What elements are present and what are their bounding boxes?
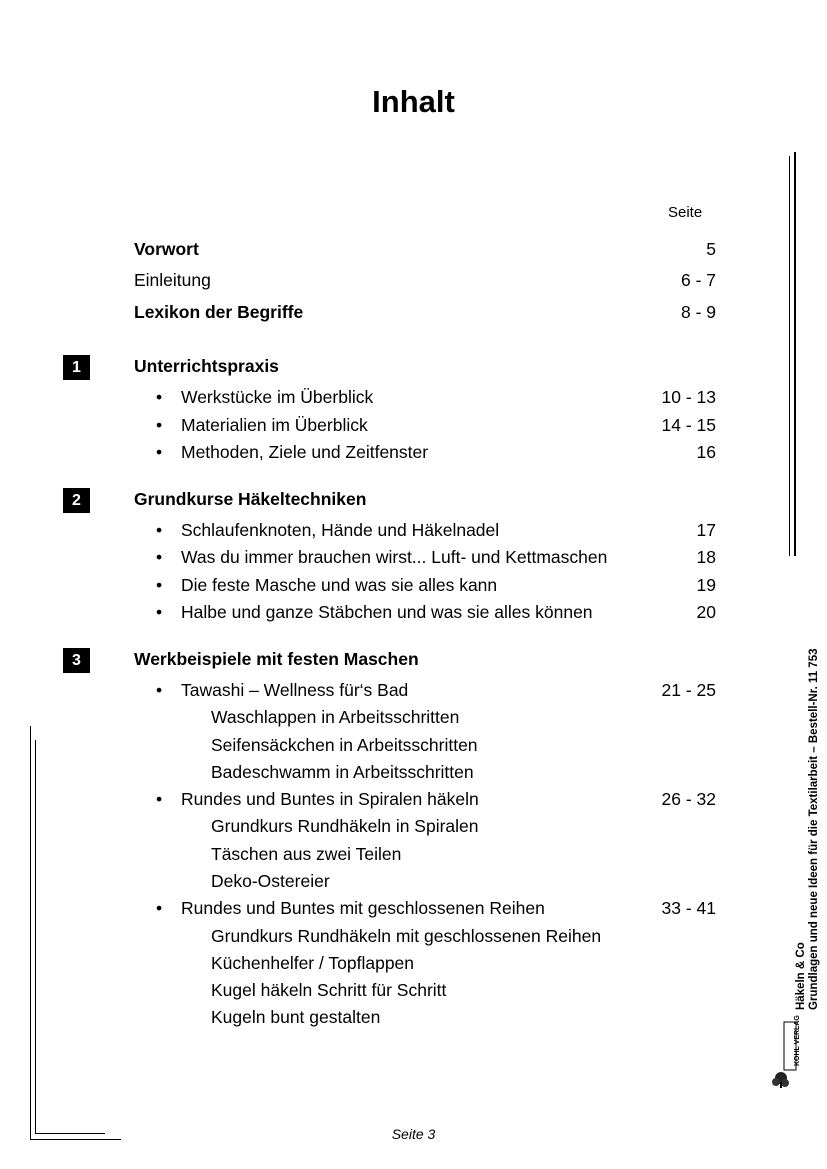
left-frame-rule [30, 726, 31, 1140]
toc-entry-page: 6 - 7 [680, 270, 716, 290]
book-subtitle-order-number: Grundlagen und neue Ideen für die Textilarbeit – Bestell-Nr. 11 753 [808, 648, 820, 1010]
toc-entry-einleitung[interactable] [134, 268, 716, 292]
toc-item-label: Methoden, Ziele und Zeitfenster [181, 442, 429, 462]
toc-entry-page: 8 - 9 [680, 302, 716, 322]
toc-entry-label: Einleitung [134, 270, 211, 290]
page-title: Inhalt [372, 84, 455, 119]
toc-entry-label: Lexikon der Begriffe [134, 302, 304, 322]
toc-item[interactable] [156, 440, 716, 464]
toc-item[interactable] [156, 787, 716, 811]
bullet-icon: • [156, 602, 163, 622]
bullet-icon: • [156, 387, 163, 407]
book-title: Häkeln & Co [795, 942, 807, 1010]
toc-item-page: 33 - 41 [661, 898, 716, 918]
toc-item-label: Tawashi – Wellness für‘s Bad [181, 680, 409, 700]
toc-item[interactable] [156, 896, 716, 920]
bullet-icon: • [156, 898, 163, 918]
bullet-icon: • [156, 575, 163, 595]
section-heading: Unterrichtspraxis [134, 356, 279, 376]
toc-item[interactable] [156, 573, 716, 597]
toc-entry-label: Vorwort [134, 239, 199, 259]
toc-item-page: 20 [696, 602, 716, 622]
toc-entry-lexikon[interactable] [134, 300, 716, 324]
publisher-logo [770, 1015, 801, 1090]
toc-entry-vorwort[interactable] [134, 237, 716, 261]
bullet-icon: • [156, 415, 163, 435]
bullet-icon: • [156, 520, 163, 540]
toc-subitem[interactable]: Badeschwamm in Arbeitsschritten [211, 762, 474, 782]
page-number-footer: Seite 3 [391, 1126, 436, 1142]
toc-item-label: Halbe und ganze Stäbchen und was sie alles können [181, 602, 593, 622]
toc-item[interactable] [156, 678, 716, 702]
toc-item-label: Materialien im Überblick [181, 415, 368, 435]
right-frame-rule [794, 152, 796, 556]
toc-subitem[interactable]: Seifensäckchen in Arbeitsschritten [211, 735, 478, 755]
toc-item-page: 17 [696, 520, 716, 540]
toc-subitem[interactable]: Küchenhelfer / Topflappen [211, 953, 415, 973]
toc-subitem[interactable]: Waschlappen in Arbeitsschritten [211, 707, 460, 727]
toc-subitem[interactable]: Täschen aus zwei Teilen [211, 844, 402, 864]
toc-item-label: Was du immer brauchen wirst... Luft- und Kettmaschen [181, 547, 608, 567]
bullet-icon: • [156, 789, 163, 809]
bullet-icon: • [156, 442, 163, 462]
section-number-badge: 2 [63, 488, 90, 513]
right-frame-rule [789, 156, 790, 556]
toc-item-label: Rundes und Buntes in Spiralen häkeln [181, 789, 479, 809]
toc-entry-page: 5 [706, 239, 716, 259]
toc-subitem[interactable]: Deko-Ostereier [211, 871, 330, 891]
toc-item[interactable] [156, 385, 716, 409]
toc-item[interactable] [156, 600, 716, 624]
toc-item[interactable] [156, 518, 716, 542]
left-frame-rule [35, 740, 36, 1134]
bullet-icon: • [156, 680, 163, 700]
toc-item-label: Werkstücke im Überblick [181, 387, 374, 407]
toc-subitem[interactable]: Grundkurs Rundhäkeln mit geschlossenen Reihen [211, 926, 602, 946]
toc-item-page: 18 [696, 547, 716, 567]
publisher-name: KOHL VERLAG [794, 1015, 801, 1066]
section-number-badge: 3 [63, 648, 90, 673]
toc-item-page: 16 [696, 442, 716, 462]
toc-subitem[interactable]: Kugel häkeln Schritt für Schritt [211, 980, 447, 1000]
section-heading: Grundkurse Häkeltechniken [134, 489, 367, 509]
toc-item-page: 26 - 32 [661, 789, 716, 809]
toc-item[interactable] [156, 545, 716, 569]
section-number-badge: 1 [63, 355, 90, 380]
toc-item-page: 21 - 25 [661, 680, 716, 700]
toc-subitem[interactable]: Kugeln bunt gestalten [211, 1007, 381, 1027]
toc-item-label: Die feste Masche und was sie alles kann [181, 575, 498, 595]
toc-item-page: 19 [696, 575, 716, 595]
page-column-label: Seite [668, 204, 703, 221]
toc-item[interactable] [156, 413, 716, 437]
book-info-vertical [795, 650, 821, 1010]
bullet-icon: • [156, 547, 163, 567]
toc-item-label: Rundes und Buntes mit geschlossenen Reihen [181, 898, 545, 918]
toc-item-label: Schlaufenknoten, Hände und Häkelnadel [181, 520, 500, 540]
section-heading: Werkbeispiele mit festen Maschen [134, 649, 419, 669]
toc-subitem[interactable]: Grundkurs Rundhäkeln in Spiralen [211, 816, 479, 836]
toc-item-page: 14 - 15 [661, 415, 716, 435]
toc-item-page: 10 - 13 [661, 387, 716, 407]
